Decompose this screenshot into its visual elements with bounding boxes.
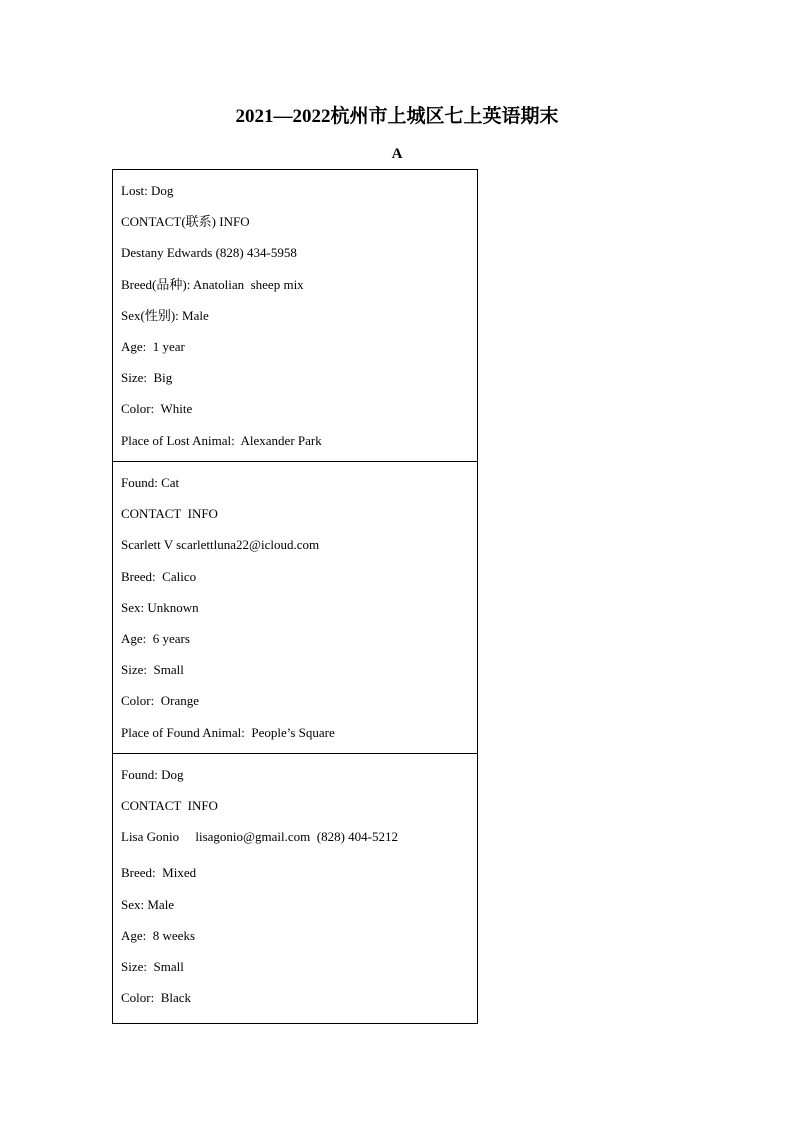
section-label: A (391, 146, 403, 162)
card-line: Size: Small (121, 958, 184, 974)
card-line: Place of Found Animal: People’s Square (121, 724, 335, 740)
card-line: Breed: Mixed (121, 865, 197, 881)
card-line: CONTACT INFO (121, 798, 218, 814)
card-line: Place of Lost Animal: Alexander Park (121, 432, 322, 448)
card-line: Destany Edwards (828) 434-5958 (121, 245, 297, 261)
card-line: CONTACT(联系) INFO (121, 214, 250, 230)
card-line: CONTACT INFO (121, 506, 218, 522)
card-line: Sex(性别): Male (121, 307, 209, 323)
card-line: Size: Small (121, 662, 184, 678)
card-line: Color: Black (121, 990, 192, 1006)
card-line: Sex: Male (121, 896, 175, 912)
notice-card-found-cat (113, 461, 477, 753)
card-line: Color: White (121, 401, 193, 417)
card-line: Lost: Dog (121, 183, 174, 198)
card-line: Age: 8 weeks (121, 927, 196, 943)
card-line: Age: 1 year (121, 338, 185, 354)
card-line: Found: Cat (121, 475, 180, 490)
card-line: Color: Orange (121, 693, 199, 709)
notice-card-lost-dog (113, 170, 477, 461)
card-line: Age: 6 years (121, 630, 190, 646)
page-title: 2021—2022杭州市上城区七上英语期末 (235, 106, 559, 127)
card-line: Scarlett V scarlettluna22@icloud.com (121, 537, 320, 553)
notice-table (112, 169, 478, 1024)
card-line: Lisa Gonio lisagonio@gmail.com (828) 404-5212 (121, 829, 398, 845)
notice-card-found-dog (113, 753, 477, 1023)
card-line: Size: Big (121, 370, 173, 386)
card-line: Breed: Calico (121, 568, 197, 584)
card-line: Breed(品种): Anatolian sheep mix (121, 276, 304, 292)
card-line: Found: Dog (121, 767, 184, 782)
card-line: Sex: Unknown (121, 599, 199, 615)
